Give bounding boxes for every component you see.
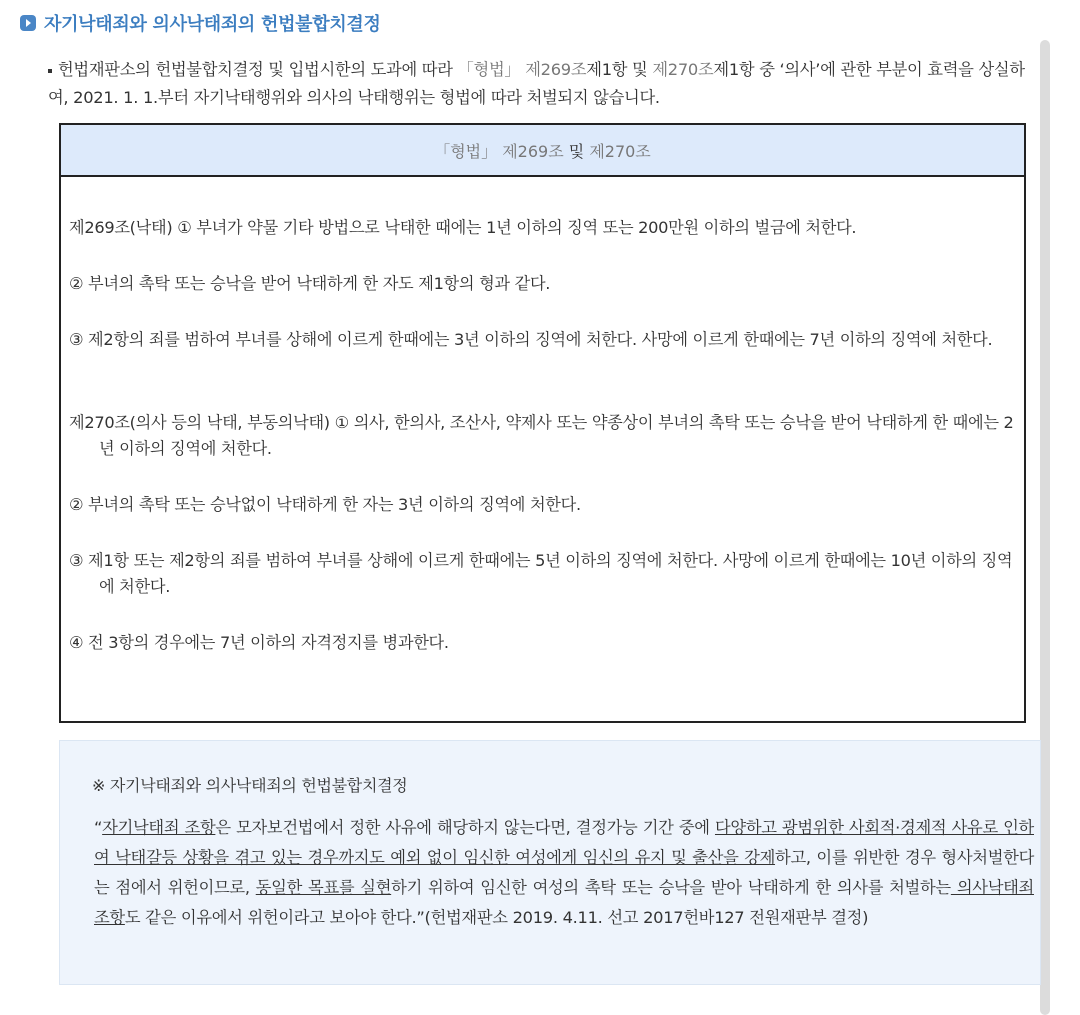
article-270-para-2: ② 부녀의 촉탁 또는 승낙없이 낙태하게 한 자는 3년 이하의 징역에 처한다. xyxy=(69,495,581,514)
section-title: 자기낙태죄와 의사낙태죄의 헌법불합치결정 xyxy=(44,14,381,35)
article-270-para-1: 제270조(의사 등의 낙태, 부동의낙태) ① 의사, 한의사, 조산사, 약제사 또는 약종상이 부녀의 촉탁 또는 승낙을 받어 낙태하게 한 때에는 2년 이하의 징역에 처한다. xyxy=(69,413,1014,458)
article-269-para-1: 제269조(낙태) ① 부녀가 약물 기타 방법으로 낙태한 때에는 1년 이하의 징역 또는 200만원 이하의 벌금에 처한다. xyxy=(69,218,857,237)
article-270-para-4: ④ 전 3항의 경우에는 7년 이하의 자격정지를 병과한다. xyxy=(69,633,449,652)
header-link-270[interactable]: 제270조 xyxy=(589,141,651,161)
law-box-header: 「형법」 제269조 및 제270조 xyxy=(61,125,1024,177)
article-269-para-2: ② 부녀의 촉탁 또는 승낙을 받어 낙태하게 한 자도 제1항의 형과 같다. xyxy=(69,274,551,293)
play-bullet-icon xyxy=(20,15,36,31)
intro-paragraph: 헌법재판소의 헌법불합치결정 및 입법시한의 도과에 따라 「형법」 제269조제1항 및 제270조제1항 중 ‘의사’에 관한 부분이 효력을 상실하여, 2021. 1. 1.부터 자기낙태행위와 의사의 낙태행위는 형법에 따라 처벌되지 않습니다. xyxy=(48,60,1025,107)
scrollbar[interactable] xyxy=(1040,40,1050,1015)
square-bullet-icon xyxy=(48,69,52,73)
note-quote: “자기낙태죄 조항은 모자보건법에서 정한 사유에 해당하지 않는다면, 결정가능 기간 중에 다양하고 광범위한 사회적·경제적 사유로 인하여 낙태갈등 상황을 겪고 있는 경우까지도 예외 없이 임신한 여성에게 임신의 유지 및 출산을 강제하고, 이를 위반한 경우 형사처벌한다는 점에서 위헌이므로, 동일한 목표를 실현하기 위하여 임신한 여성의 촉탁 또는 승낙을 받아 낙태하게 한 의사를 처벌하는 의사낙태죄 조항도 같은 이유에서 위헌이라고 보아야 한다.”(헌법재판소 2019. 4.11. 선고 2017헌바127 전원재판부 결정) xyxy=(94,818,1034,927)
law-link-270[interactable]: 제270조 xyxy=(652,60,714,79)
article-269-para-3: ③ 제2항의 죄를 범하여 부녀를 상해에 이르게 한때에는 3년 이하의 징역에 처한다. 사망에 이르게 한때에는 7년 이하의 징역에 처한다. xyxy=(69,330,993,349)
header-link-269[interactable]: 「형법」 제269조 xyxy=(434,141,564,161)
law-link-269[interactable]: 「형법」 제269조 xyxy=(457,60,587,79)
note-title: ※ 자기낙태죄와 의사낙태죄의 헌법불합치결정 xyxy=(92,776,408,795)
criminal-law-box xyxy=(59,123,1026,723)
decision-note-box xyxy=(59,740,1041,985)
section-heading xyxy=(20,10,381,36)
article-270-para-3: ③ 제1항 또는 제2항의 죄를 범하여 부녀를 상해에 이르게 한때에는 5년 이하의 징역에 처한다. 사망에 이르게 한때에는 10년 이하의 징역에 처한다. xyxy=(69,551,1013,596)
law-box-body xyxy=(61,177,1024,656)
